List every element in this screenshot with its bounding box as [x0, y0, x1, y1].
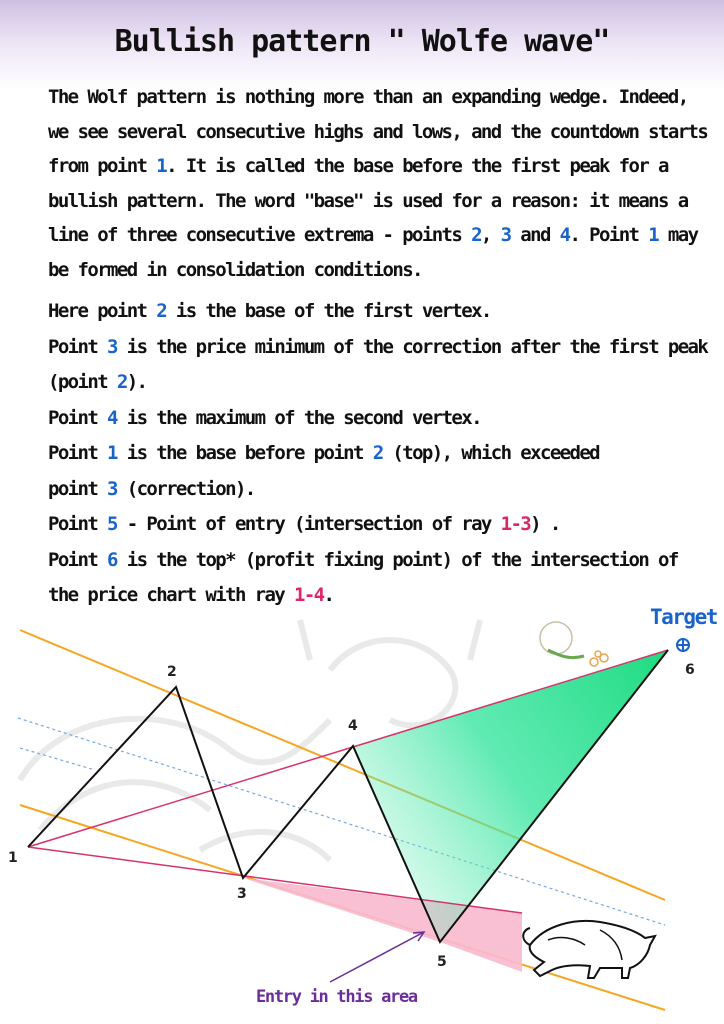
point-description-line: [48, 294, 708, 330]
point-label-5: 5: [437, 954, 447, 970]
point-description-line: [48, 507, 708, 543]
point-number: 1: [156, 155, 167, 177]
point-description-line: [48, 543, 708, 579]
point-number: 3: [107, 477, 117, 500]
intro-paragraph: [48, 80, 708, 287]
point-label-4: 4: [348, 718, 358, 734]
text-run: Point: [48, 442, 108, 464]
point-label-1: 1: [8, 850, 18, 866]
text-run: is the top* (profit fixing point) of the intersection of: [116, 548, 678, 571]
entry-arrow: [330, 932, 424, 982]
text-run: (top), which exceeded: [382, 442, 600, 464]
text-run: is the price minimum of the correction after the first peak (point: [48, 335, 708, 393]
point-number: 1: [107, 442, 117, 464]
target-label: Target: [650, 605, 717, 629]
point-description-line: [48, 401, 708, 437]
point-number: 2: [156, 300, 167, 322]
text-run: (correction).: [116, 477, 255, 500]
text-run: .: [323, 584, 334, 606]
text-run: Point: [48, 548, 108, 571]
point-label-3: 3: [237, 886, 247, 902]
point-description-line: [48, 436, 708, 472]
text-run: . Point: [569, 224, 649, 246]
point-number: 2: [372, 442, 383, 464]
text-run: - Point of entry (intersection of ray: [116, 513, 501, 535]
text-run: Here point: [48, 300, 157, 322]
text-run: . It is called the base before the first peak for a bullish pattern. The word "base" is used for a reason: it means a line of three consecutive extrema - points: [48, 155, 688, 246]
ray-label: 1-3: [500, 513, 531, 535]
text-run: and: [510, 224, 560, 246]
point-label-6: 6: [685, 662, 695, 678]
bull-logo-icon: [540, 622, 608, 666]
point-number: 3: [500, 224, 511, 246]
entry-label: Entry in this area: [256, 987, 417, 1007]
point-description-line: [48, 472, 708, 508]
point-number: 2: [471, 224, 481, 246]
text-run: Point: [48, 335, 108, 358]
wolfe-wave-diagram: [0, 600, 724, 1024]
text-run: the price chart with ray: [48, 584, 294, 606]
points-description: [48, 294, 708, 614]
text-run: ,: [480, 224, 501, 246]
text-run: is the base of the first vertex.: [166, 300, 491, 322]
text-run: ) .: [530, 513, 560, 535]
text-run: is the base before point: [116, 442, 373, 464]
point-number: 1: [648, 224, 659, 246]
text-run: point: [48, 477, 108, 500]
point-number: 2: [116, 371, 127, 393]
point-number: 4: [559, 224, 570, 246]
text-run: ).: [126, 371, 147, 393]
point-description-line: [48, 330, 708, 401]
target-marker-icon: [676, 638, 690, 652]
point-number: 6: [107, 548, 117, 571]
page-title: Bullish pattern " Wolfe wave": [114, 24, 610, 59]
point-label-2: 2: [167, 664, 177, 680]
text-run: Point: [48, 513, 108, 535]
ray-label: 1-4: [293, 584, 324, 606]
text-run: The Wolf pattern is nothing more than an expanding wedge. Indeed, we see several consecutive highs and lows, and the countdown starts from point: [48, 86, 708, 177]
text-run: may be formed in consolidation conditions.: [48, 224, 698, 281]
point-number: 4: [107, 406, 117, 429]
point-number: 5: [107, 513, 117, 535]
text-run: is the maximum of the second vertex.: [116, 406, 481, 429]
bull-silhouette-icon: [523, 921, 655, 978]
text-run: Point: [48, 406, 108, 429]
point-number: 3: [107, 335, 117, 358]
